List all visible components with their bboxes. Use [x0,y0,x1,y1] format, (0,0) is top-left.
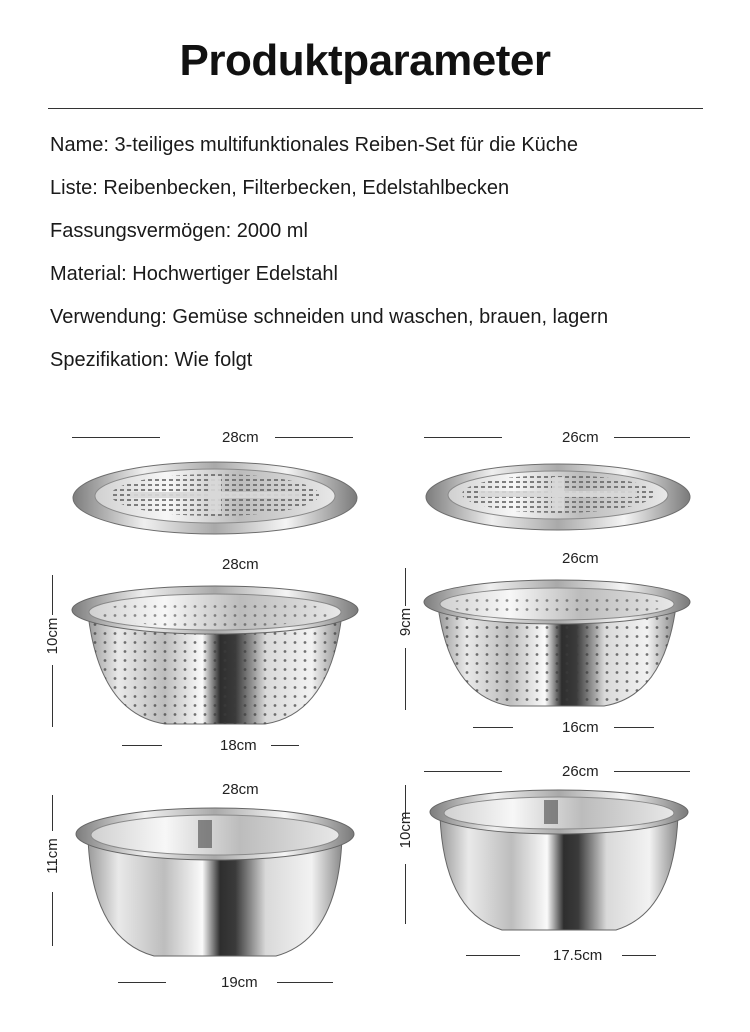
right-bowl-dimline-left [424,771,502,772]
left-mixing-bowl [74,804,356,964]
left-bowl-base-line-left [118,982,166,983]
right-colander-base-line-right [614,727,654,728]
left-bowl-base-label: 19cm [221,974,258,991]
spec-material: Material: Hochwertiger Edelstahl [50,263,338,285]
right-bowl-vline-bottom [405,864,406,924]
right-bowl-height-label: 10cm [397,811,414,849]
spec-specification: Spezifikation: Wie folgt [50,349,253,371]
right-grater-width-label: 26cm [562,429,599,446]
right-colander-base-label: 16cm [562,719,599,736]
left-colander-vline-top [52,575,53,615]
right-grater-plate [424,460,692,536]
right-colander-width-label: 26cm [562,550,599,567]
left-colander-base-line-right [271,745,299,746]
left-bowl-vline-top [52,795,53,831]
right-mixing-bowl [428,786,690,938]
right-colander-height-label: 9cm [397,607,414,637]
left-grater-dimline-right [275,437,353,438]
left-bowl-height-label: 11cm [44,838,61,874]
left-bowl-width-label: 28cm [222,781,259,798]
right-bowl-base-line-right [622,955,656,956]
left-colander-vline-bottom [52,665,53,727]
right-bowl-base-label: 17.5cm [553,947,603,964]
left-colander [70,584,360,732]
left-colander-width-label: 28cm [222,556,259,573]
left-colander-base-label: 18cm [220,737,257,754]
left-grater-plate [70,458,360,540]
left-bowl-base-line-right [277,982,333,983]
left-bowl-vline-bottom [52,892,53,946]
right-colander-vline-bottom [405,648,406,710]
spec-list: Liste: Reibenbecken, Filterbecken, Edelstahlbecken [50,177,510,199]
spec-usage: Verwendung: Gemüse schneiden und waschen, brauen, lagern [50,306,609,328]
right-bowl-width-label: 26cm [562,763,599,780]
left-colander-base-line-left [122,745,162,746]
right-colander [422,578,692,714]
right-grater-dimline-right [614,437,690,438]
right-bowl-dimline-right [614,771,690,772]
left-grater-width-label: 28cm [222,429,259,446]
spec-capacity: Fassungsvermögen: 2000 ml [50,220,308,242]
spec-name: Name: 3-teiliges multifunktionales Reiben-Set für die Küche [50,134,579,156]
left-colander-height-label: 10cm [44,617,61,655]
right-colander-base-line-left [473,727,513,728]
title-divider [48,108,703,109]
right-bowl-base-line-left [466,955,520,956]
page-title: Produktparameter [179,36,551,85]
left-grater-dimline-left [72,437,160,438]
right-grater-dimline-left [424,437,502,438]
